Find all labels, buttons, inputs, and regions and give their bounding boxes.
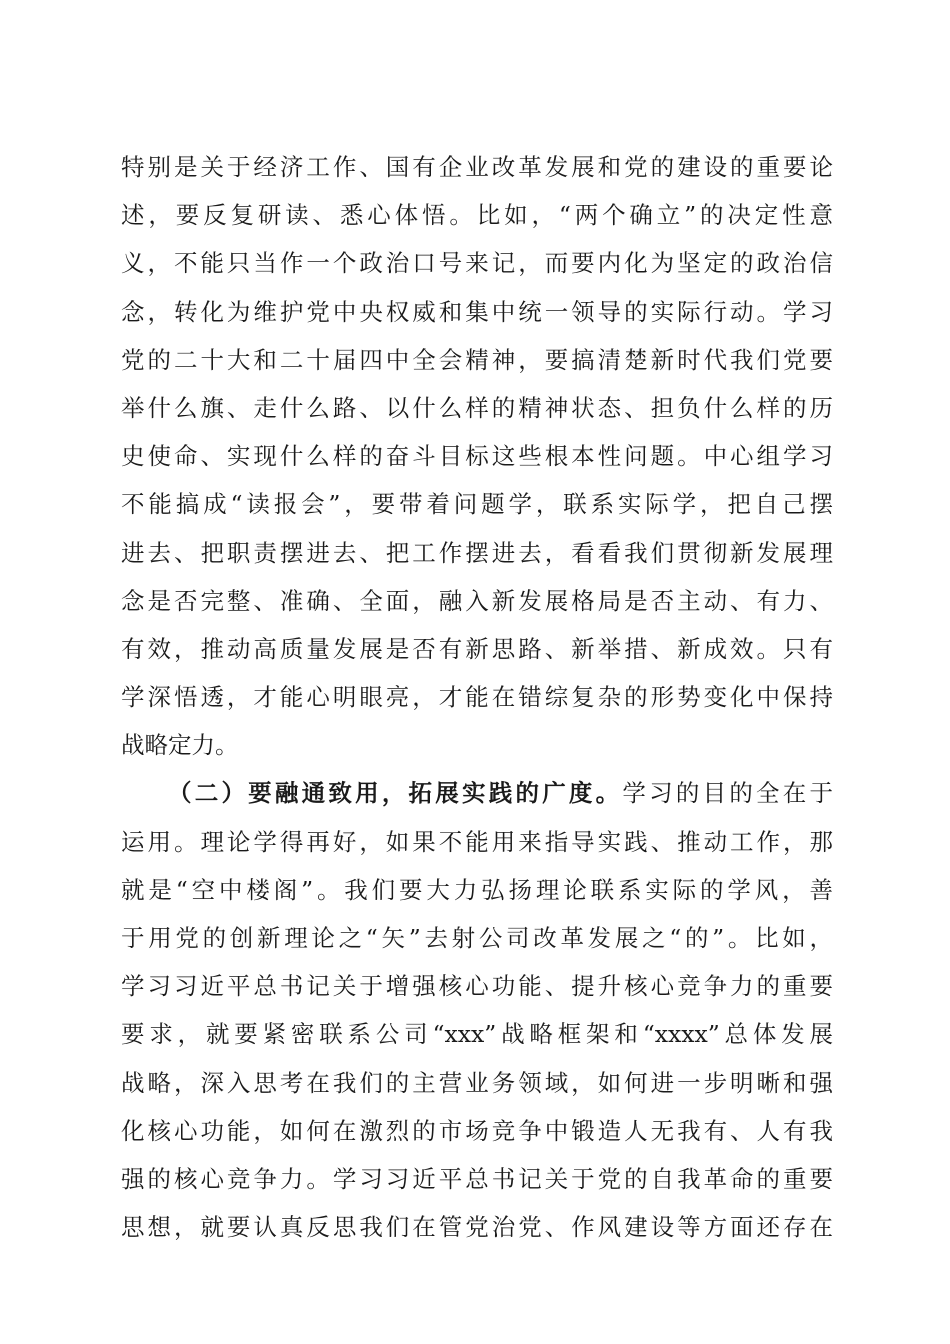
text-line: 念，转化为维护党中央权威和集中统一领导的实际行动。学习 bbox=[121, 297, 833, 326]
text-line: 念是否完整、准确、全面，融入新发展格局是否主动、有力、 bbox=[121, 586, 833, 615]
text-line: 就是“空中楼阁”。我们要大力弘扬理论联系实际的学风，善 bbox=[121, 875, 833, 904]
heading-continuation: 学习的目的全在于 bbox=[622, 779, 834, 808]
text-line: 化核心功能，如何在激烈的市场竞争中锻造人无我有、人有我 bbox=[121, 1116, 833, 1145]
text-line: 史使命、实现什么样的奋斗目标这些根本性问题。中心组学习 bbox=[121, 442, 833, 471]
text-line: 进去、把职责摆进去、把工作摆进去，看看我们贯彻新发展理 bbox=[121, 538, 833, 567]
text-line: 有效，推动高质量发展是否有新思路、新举措、新成效。只有 bbox=[121, 634, 833, 663]
text-line: 要求，就要紧密联系公司“xxx”战略框架和“xxxx”总体发展 bbox=[121, 1020, 833, 1049]
text-line: 义，不能只当作一个政治口号来记，而要内化为坚定的政治信 bbox=[121, 249, 833, 278]
paragraph-2 bbox=[121, 769, 833, 1251]
text-line: 特别是关于经济工作、国有企业改革发展和党的建设的重要论 bbox=[121, 153, 833, 181]
paragraph-1 bbox=[121, 143, 833, 769]
text-line: 述，要反复研读、悉心体悟。比如，“两个确立”的决定性意 bbox=[121, 201, 833, 230]
text-line: 举什么旗、走什么路、以什么样的精神状态、担负什么样的历 bbox=[121, 393, 833, 422]
paragraph-first-line bbox=[121, 769, 833, 817]
text-line: 于用党的创新理论之“矢”去射公司改革发展之“的”。比如， bbox=[121, 924, 833, 952]
text-line: 运用。理论学得再好，如果不能用来指导实践、推动工作，那 bbox=[121, 827, 833, 856]
section-heading: （二）要融通致用，拓展实践的广度。 bbox=[168, 779, 623, 808]
text-line: 战略定力。 bbox=[121, 731, 239, 760]
text-line: 党的二十大和二十届四中全会精神，要搞清楚新时代我们党要 bbox=[121, 345, 833, 374]
text-line: 学深悟透，才能心明眼亮，才能在错综复杂的形势变化中保持 bbox=[121, 683, 833, 712]
text-line: 思想，就要认真反思我们在管党治党、作风建设等方面还存在 bbox=[121, 1213, 833, 1242]
text-line: 战略，深入思考在我们的主营业务领域，如何进一步明晰和强 bbox=[121, 1068, 833, 1097]
text-line: 学习习近平总书记关于增强核心功能、提升核心竞争力的重要 bbox=[121, 972, 833, 1001]
text-line: 不能搞成“读报会”，要带着问题学，联系实际学，把自己摆 bbox=[121, 490, 833, 519]
document-body bbox=[121, 143, 833, 1251]
text-line: 强的核心竞争力。学习习近平总书记关于党的自我革命的重要 bbox=[121, 1164, 833, 1193]
